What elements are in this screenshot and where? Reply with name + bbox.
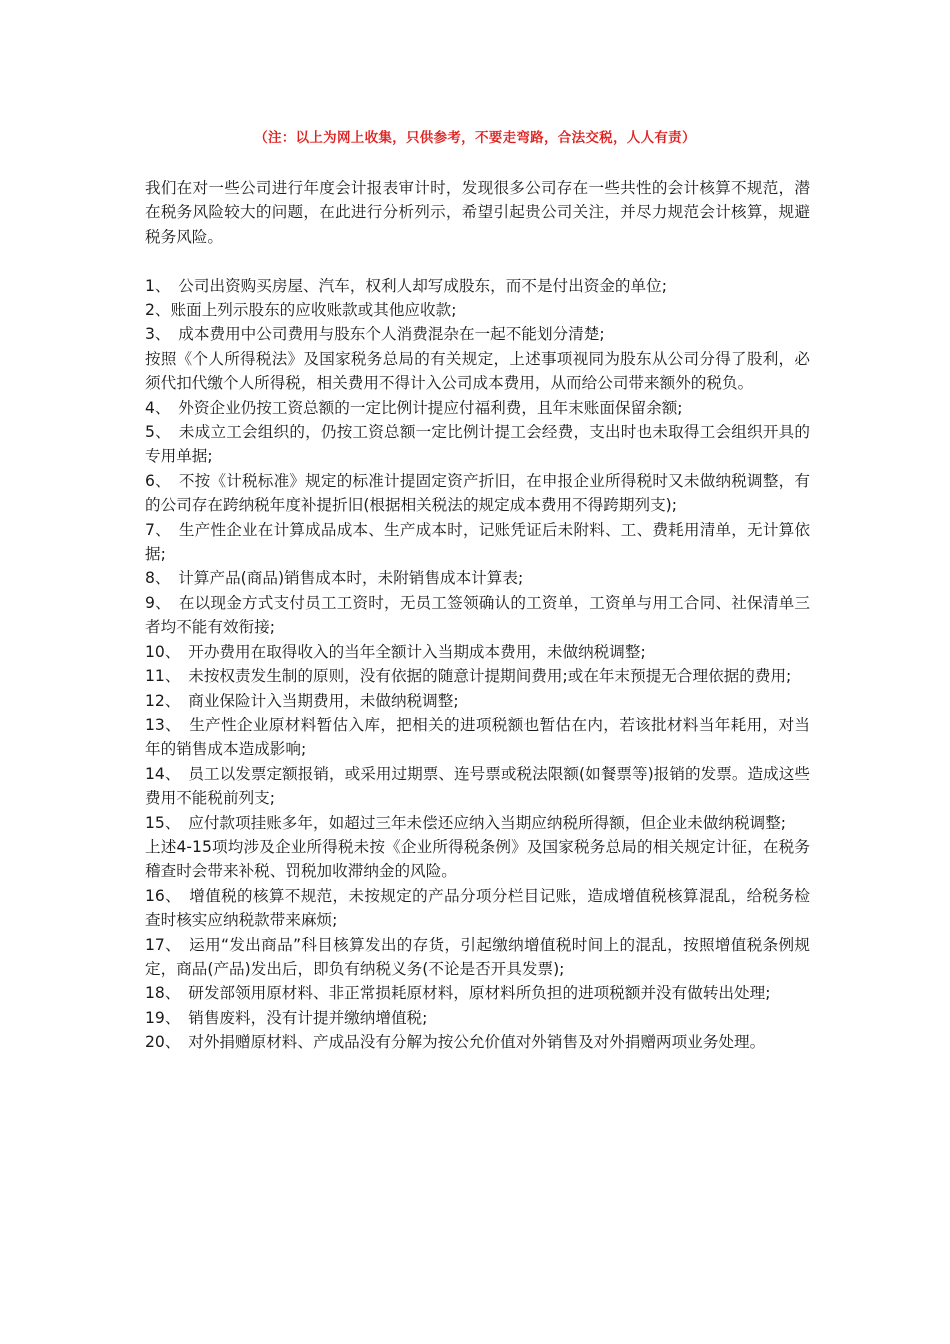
list-item: 7、 生产性企业在计算成品成本、生产成本时，记账凭证后未附料、工、费耗用清单，无计算依据; (145, 520, 810, 564)
document-body (145, 176, 810, 1055)
disclaimer-note: （注：以上为网上收集，只供参考，不要走弯路，合法交税，人人有责） (254, 130, 696, 146)
list-item: 8、 计算产品(商品)销售成本时，未附销售成本计算表; (145, 569, 524, 588)
list-item: 4、 外资企业仍按工资总额的一定比例计提应付福利费，且年末账面保留余额; (145, 398, 683, 417)
list-item: 3、 成本费用中公司费用与股东个人消费混杂在一起不能划分清楚; (145, 325, 605, 344)
list-item: 16、 增值税的核算不规范，未按规定的产品分项分栏目记账，造成增值税核算混乱，给税务检查时核实应纳税款带来麻烦; (145, 886, 810, 930)
list-item: 20、 对外捐赠原材料、产成品没有分解为按公允价值对外销售及对外捐赠两项业务处理。 (145, 1033, 766, 1052)
list-item: 5、 未成立工会组织的，仍按工资总额一定比例计提工会经费，支出时也未取得工会组织开具的专用单据; (145, 423, 810, 466)
list-item: 13、 生产性企业原材料暂估入库，把相关的进项税额也暂估在内，若该批材料当年耗用，对当年的销售成本造成影响; (145, 715, 810, 759)
summary-paragraph: 上述4-15项均涉及企业所得税未按《企业所得税条例》及国家税务总局的相关规定计征，在税务稽查时会带来补税、罚税加收滞纳金的风险。 (145, 837, 810, 881)
intro-paragraph: 我们在对一些公司进行年度会计报表审计时，发现很多公司存在一些共性的会计核算不规范，潜在税务风险较大的问题，在此进行分析列示，希望引起贵公司关注，并尽力规范会计核算，规避税务风险。 (145, 179, 810, 246)
list-item: 18、 研发部领用原材料、非正常损耗原材料，原材料所负担的进项税额并没有做转出处理; (145, 984, 771, 1003)
list-item: 14、 员工以发票定额报销，或采用过期票、连号票或税法限额(如餐票等)报销的发票。造成这些费用不能税前列支; (145, 764, 810, 808)
list-item: 12、 商业保险计入当期费用，未做纳税调整; (145, 691, 459, 710)
list-item: 9、 在以现金方式支付员工工资时，无员工签领确认的工资单，工资单与用工合同、社保清单三者均不能有效衔接; (145, 593, 810, 637)
list-item: 10、 开办费用在取得收入的当年全额计入当期成本费用，未做纳税调整; (145, 642, 646, 661)
list-item: 17、 运用“发出商品”科目核算发出的存货，引起缴纳增值税时间上的混乱，按照增值税条例规定，商品(产品)发出后，即负有纳税义务(不论是否开具发票); (145, 935, 810, 978)
list-item: 1、 公司出资购买房屋、汽车，权利人却写成股东，而不是付出资金的单位; (145, 276, 667, 295)
list-item: 19、 销售废料，没有计提并缴纳增值税; (145, 1008, 428, 1027)
list-item: 6、 不按《计税标准》规定的标准计提固定资产折旧，在申报企业所得税时又未做纳税调整，有的公司存在跨纳税年度补提折旧(根据相关税法的规定成本费用不得跨期列支); (145, 471, 810, 515)
list-item: 15、 应付款项挂账多年，如超过三年未偿还应纳入当期应纳税所得额，但企业未做纳税调整; (145, 813, 787, 832)
list-item: 2、账面上列示股东的应收账款或其他应收款; (145, 301, 457, 320)
summary-paragraph: 按照《个人所得税法》及国家税务总局的有关规定，上述事项视同为股东从公司分得了股利，必须代扣代缴个人所得税，相关费用不得计入公司成本费用，从而给公司带来额外的税负。 (145, 349, 810, 393)
list-item: 11、 未按权责发生制的原则，没有依据的随意计提期间费用;或在年末预提无合理依据的费用; (145, 667, 792, 686)
